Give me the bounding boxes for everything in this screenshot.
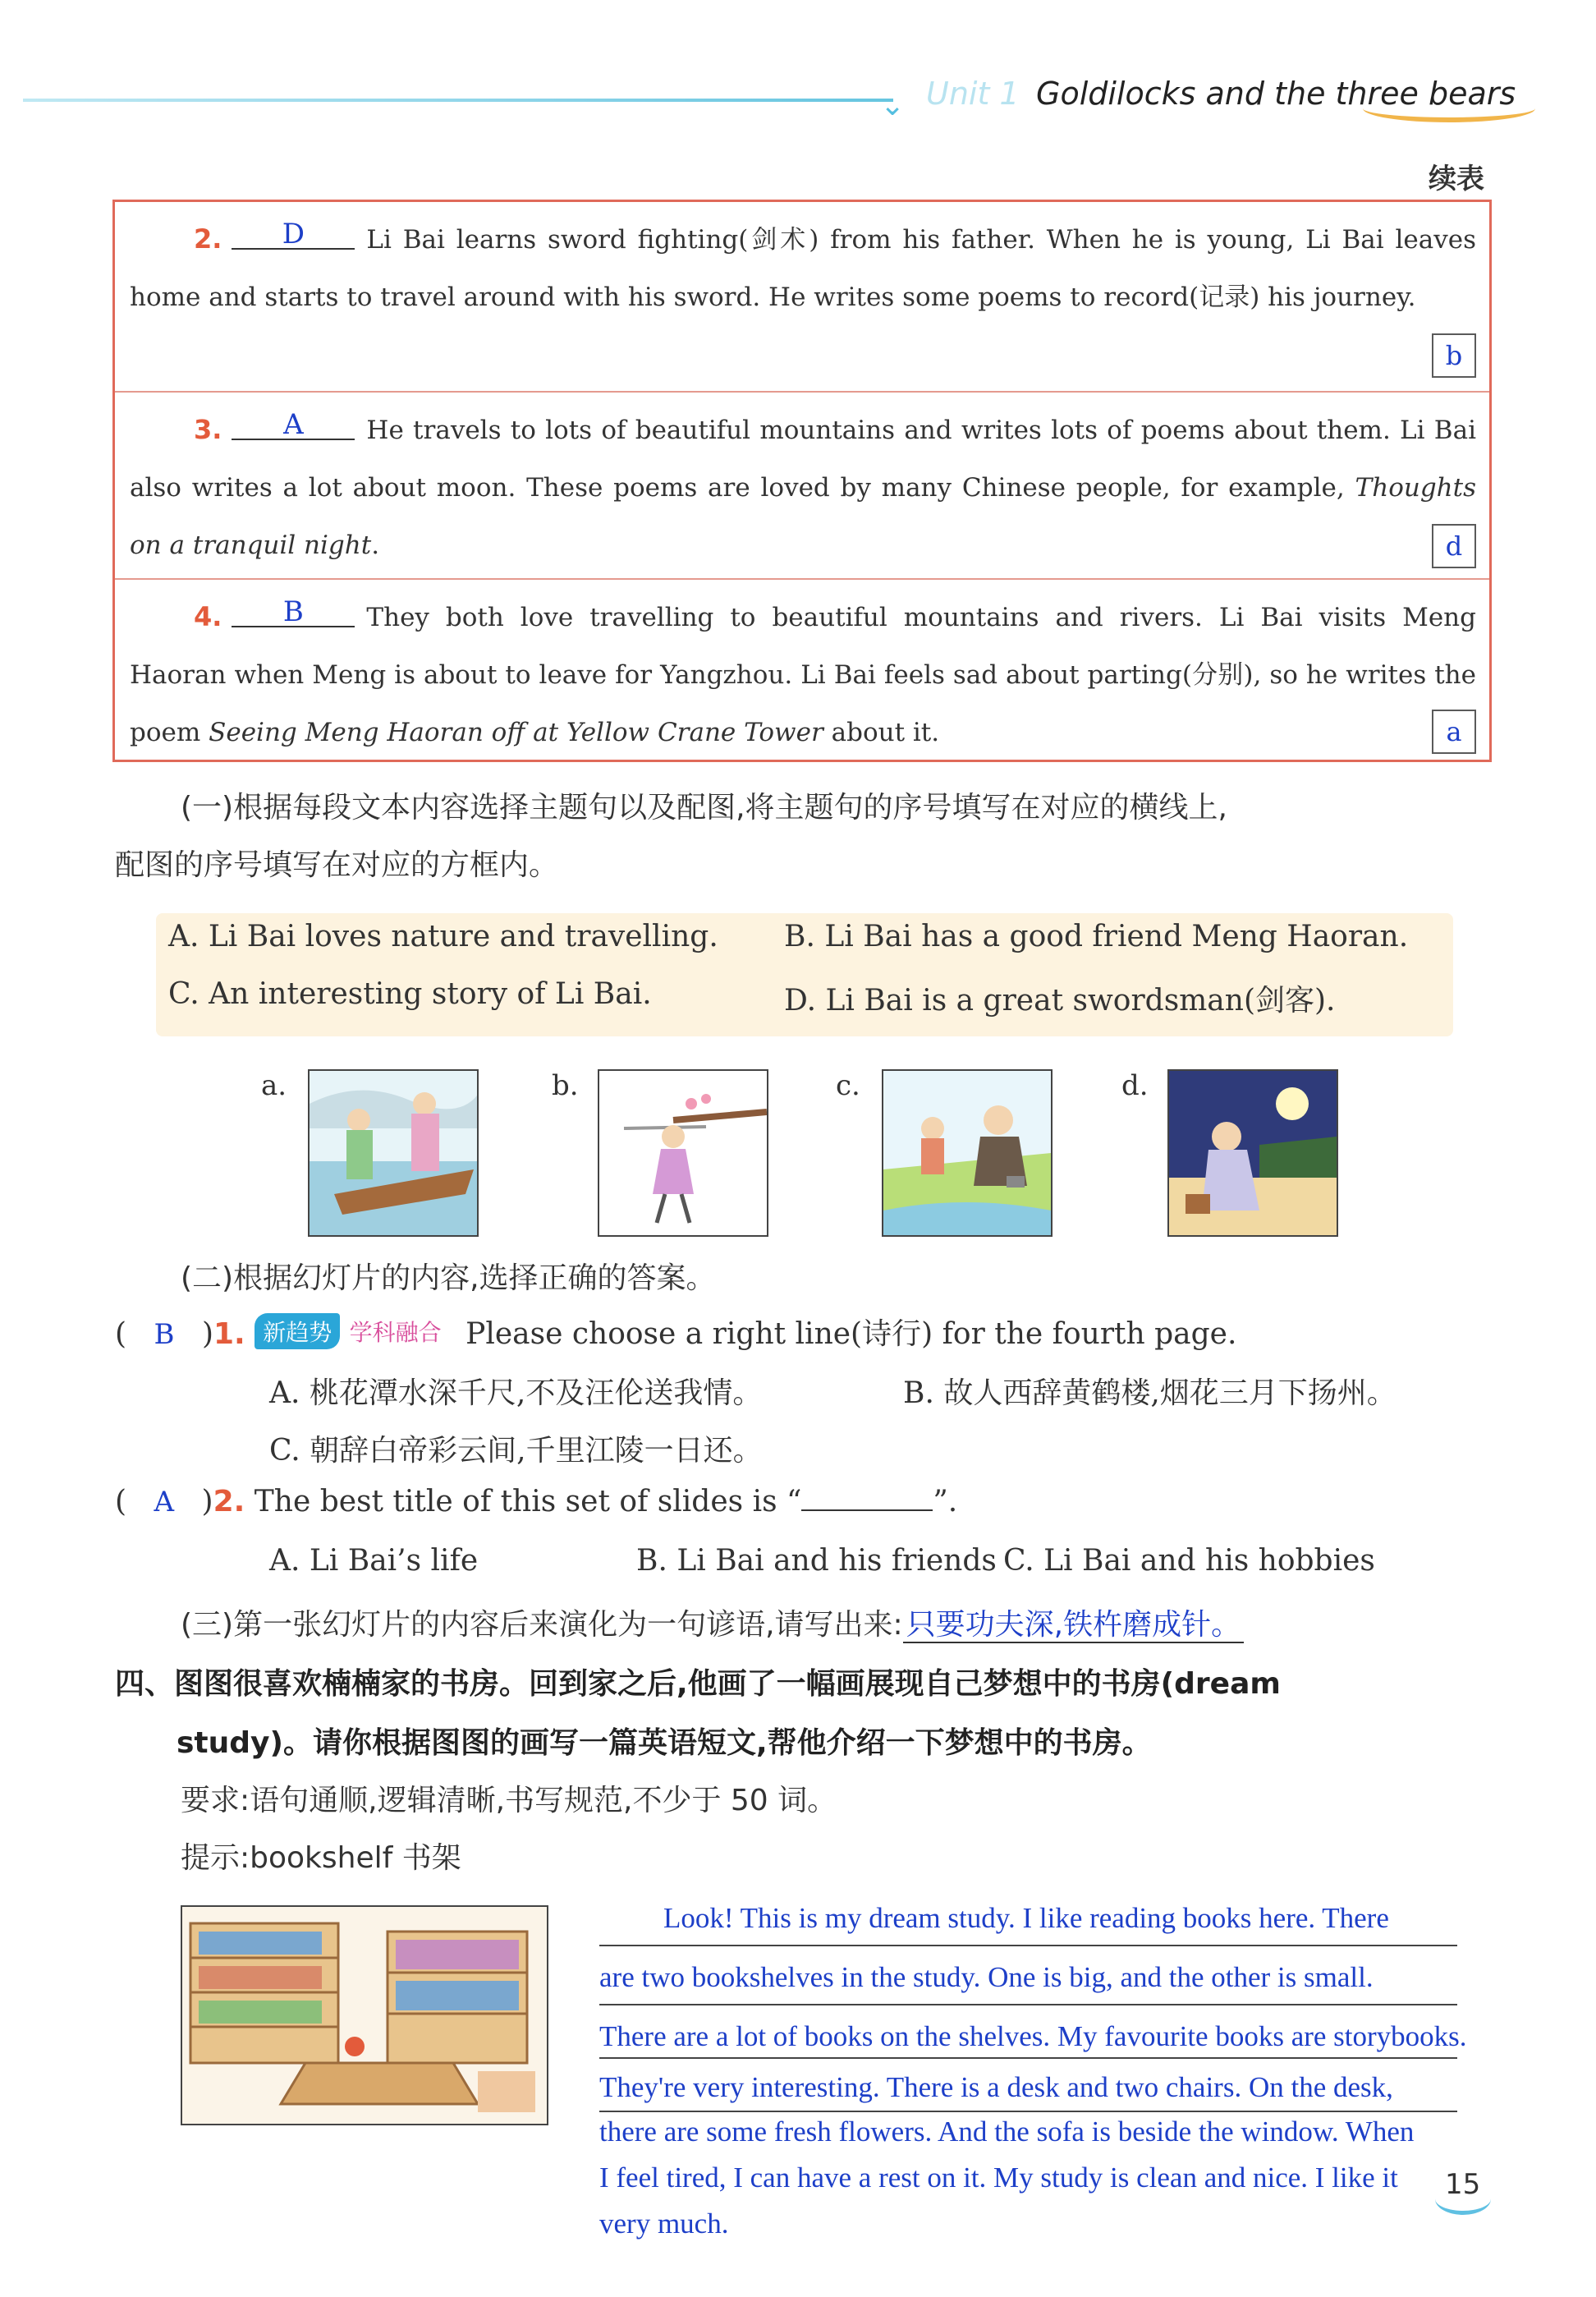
page-number: 15	[1445, 2168, 1481, 2201]
picture-label-d: d.	[1121, 1069, 1149, 1102]
picture-b	[598, 1069, 768, 1237]
picture-a	[308, 1069, 479, 1237]
q2-stem: The best title of this set of slides is “	[254, 1485, 802, 1518]
q2-number: 2.	[213, 1485, 245, 1518]
paren-open: (	[115, 1317, 127, 1351]
writing-line-1: Look! This is my dream study. I like reading books here. There	[663, 1902, 1389, 1934]
table-row	[115, 391, 1489, 578]
subject-integration-badge: 学科融合	[349, 1319, 442, 1346]
header-rule	[23, 99, 893, 102]
continued-label: 续表	[1429, 163, 1484, 195]
answer-blank[interactable]: D	[232, 220, 355, 250]
question-1	[115, 1311, 1236, 1353]
row-text	[130, 588, 1476, 761]
question-2	[115, 1485, 957, 1518]
paren-close: )	[201, 1317, 213, 1351]
answer-blank[interactable]: B	[232, 598, 355, 627]
options-box	[156, 913, 1453, 1036]
part1-instruction-line2: 配图的序号填写在对应的方框内。	[115, 848, 559, 882]
q1-option-c: C. 朝辞白帝彩云间,千里江陵一日还。	[269, 1434, 763, 1468]
poem-title: Seeing Meng Haoran off at Yellow Crane Tower	[209, 718, 823, 747]
q2-option-b: B. Li Bai and his friends	[636, 1544, 997, 1578]
poem-title: Thoughts on a tranquil night	[130, 473, 1476, 560]
part2-instruction: (二)根据幻灯片的内容,选择正确的答案。	[181, 1261, 716, 1295]
unit-title: Goldilocks and the three bears	[1036, 76, 1516, 112]
header-swoosh-decoration	[1363, 94, 1535, 122]
paren-close: )	[201, 1485, 213, 1518]
picture-label-a: a.	[261, 1069, 287, 1102]
picture-answer-box[interactable]: a	[1432, 710, 1476, 754]
picture-d	[1167, 1069, 1338, 1237]
option-b: B. Li Bai has a good friend Meng Haoran.	[784, 920, 1409, 953]
picture-c	[882, 1069, 1053, 1237]
new-trend-badge: 新趋势	[255, 1313, 340, 1349]
unit-label: Unit 1	[926, 76, 1020, 112]
writing-rule	[599, 2004, 1457, 2005]
q1-option-a: A. 桃花潭水深千尺,不及汪伦送我情。	[269, 1376, 763, 1410]
option-d: D. Li Bai is a great swordsman(剑客).	[784, 984, 1336, 1018]
picture-label-b: b.	[552, 1069, 579, 1102]
writing-line-5: there are some fresh flowers. And the sofa is beside the window. When	[599, 2116, 1415, 2148]
paragraph-text: He travels to lots of beautiful mountains and writes lots of poems about them. Li Bai also writes a lot about moon. These poems are loved by many Chinese people, for example,	[130, 416, 1476, 503]
paragraph-text: They both love travelling to beautiful mountains and rivers. Li Bai visits Meng Haoran when Meng is about to leave for Yangzhou. Li Bai feels sad about parting(分别), so he writes the poem	[130, 603, 1476, 747]
part4-heading-line2: study)。请你根据图图的画写一篇英语短文,帮他介绍一下梦想中的书房。	[177, 1726, 1152, 1760]
q2-option-a: A. Li Bai’s life	[269, 1544, 479, 1578]
part4-heading-line1: 四、图图很喜欢楠楠家的书房。回到家之后,他画了一幅画展现自己梦想中的书房(dream	[115, 1667, 1281, 1701]
picture-answer-box[interactable]: d	[1432, 524, 1476, 568]
writing-rule	[599, 2057, 1457, 2059]
writing-line-3: There are a lot of books on the shelves. My favourite books are storybooks.	[599, 2020, 1467, 2052]
option-a: A. Li Bai loves nature and travelling.	[168, 920, 718, 953]
writing-line-7: very much.	[599, 2207, 729, 2240]
chevron-down-icon: ⌄	[880, 89, 906, 122]
reading-table	[112, 200, 1492, 762]
row-text	[130, 210, 1476, 326]
row-text	[130, 401, 1476, 574]
answer-blank[interactable]: A	[232, 411, 355, 440]
question-number: 4.	[194, 601, 222, 632]
q1-option-b: B. 故人西辞黄鹤楼,烟花三月下扬州。	[903, 1376, 1396, 1410]
paragraph-text-end: about it.	[831, 718, 940, 747]
q2-stem-end: ”.	[933, 1485, 958, 1518]
writing-line-2: are two bookshelves in the study. One is big, and the other is small.	[599, 1961, 1374, 1993]
q2-blank[interactable]	[801, 1509, 933, 1511]
proverb-answer[interactable]: 只要功夫深,铁杵磨成针。	[903, 1608, 1244, 1643]
writing-line-4: They're very interesting. There is a desk and two chairs. On the desk,	[599, 2071, 1393, 2103]
table-row	[115, 202, 1489, 391]
part4-requirement: 要求:语句通顺,逻辑清晰,书写规范,不少于 50 词。	[181, 1784, 837, 1817]
writing-line-6: I feel tired, I can have a rest on it. My study is clean and nice. I like it	[599, 2161, 1398, 2194]
part1-instruction-line1: (一)根据每段文本内容选择主题句以及配图,将主题句的序号填写在对应的横线上,	[181, 791, 1227, 825]
option-c: C. An interesting story of Li Bai.	[168, 977, 652, 1011]
q1-number: 1.	[213, 1317, 245, 1351]
question-number: 3.	[194, 414, 222, 445]
table-row	[115, 578, 1489, 762]
part3-instruction	[181, 1601, 1244, 1643]
paren-open: (	[115, 1485, 127, 1518]
q1-answer[interactable]: B	[154, 1318, 175, 1351]
part4-hint: 提示:bookshelf 书架	[181, 1841, 461, 1875]
question-number: 2.	[194, 223, 222, 255]
picture-answer-box[interactable]: b	[1432, 333, 1476, 378]
q1-stem: Please choose a right line(诗行) for the fourth page.	[466, 1317, 1237, 1351]
paragraph-text-end: .	[371, 531, 380, 560]
writing-rule	[599, 1945, 1457, 1946]
q2-answer[interactable]: A	[154, 1486, 175, 1518]
paragraph-text: Li Bai learns sword fighting(剑术) from his father. When he is young, Li Bai leaves home and starts to travel around with his sword. He writes some poems to record(记录) his journey.	[130, 225, 1476, 312]
picture-label-c: c.	[836, 1069, 860, 1102]
dream-study-picture	[181, 1905, 548, 2125]
page-number-decoration	[1435, 2183, 1491, 2215]
part3-instruction-text: (三)第一张幻灯片的内容后来演化为一句谚语,请写出来:	[181, 1608, 903, 1642]
writing-rule	[599, 2111, 1457, 2112]
q2-option-c: C. Li Bai and his hobbies	[1003, 1544, 1375, 1578]
